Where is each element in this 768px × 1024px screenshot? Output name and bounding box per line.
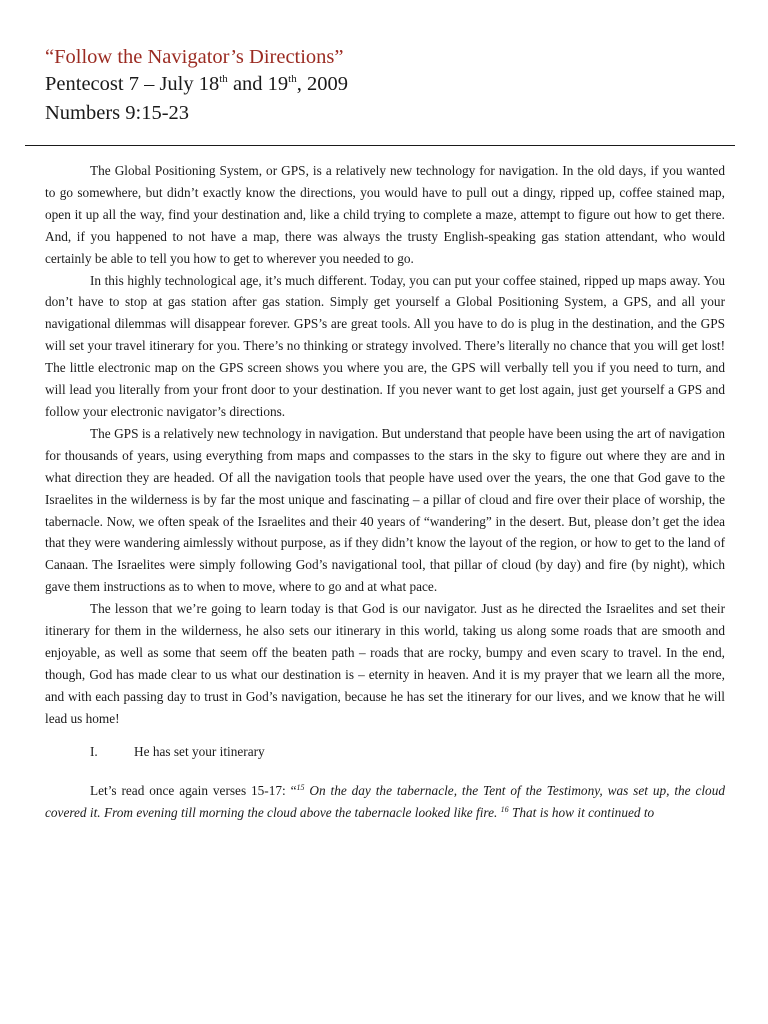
header-divider xyxy=(25,145,735,146)
date-year: , 2009 xyxy=(296,73,348,95)
verse-number-15: 15 xyxy=(296,783,305,793)
quote-intro: Let’s read once again verses 15-17: “ xyxy=(90,783,297,799)
section-number: I. xyxy=(90,743,98,759)
verse-number-16: 16 xyxy=(500,805,509,815)
paragraph-1: The Global Positioning System, or GPS, is a relatively new technology for navigation. In the old days, if you wanted to go somewhere, but didn’t exactly know the directions, you would have to pull out a dingy, ripped up, coffee stained map, open it up all the way, find your destination and, like a child trying to complete a maze, attempt to figure out how to get there. And, if you happened to not have a map, there was always the trusty English-speaking gas station attendant, who would certainly be able to tell you how to get to wherever you needed to go. xyxy=(45,163,725,266)
date-suffix-1: th xyxy=(219,73,228,85)
date-suffix-2: th xyxy=(288,73,297,85)
sermon-body xyxy=(45,160,725,824)
sermon-header xyxy=(45,44,725,128)
verse-15-text: On the day the tabernacle, the Tent of the Testimony, was set up, the cloud covered it. From evening till morning the cloud above the tabernacle looked like fire. xyxy=(45,783,725,821)
section-title: He has set your itinerary xyxy=(134,743,265,759)
sermon-date xyxy=(45,70,725,99)
date-and-text: and 19 xyxy=(227,73,289,95)
paragraph-4: The lesson that we’re going to learn today is that God is our navigator. Just as he directed the Israelites and set their itinerary for them in the wilderness, he also sets our itinerary in this world, taking us along some roads that are smooth and enjoyable, as well as some that seem off the beaten path – roads that are rocky, bumpy and even scary to travel. In the end, though, God has made clear to us what our destination is – eternity in heaven. And it is my prayer that we learn all the more, and with each passing day to trust in God’s navigation, because he has set the itinerary for our lives, and we know that he will lead us home! xyxy=(45,601,725,726)
scripture-quote xyxy=(45,780,725,824)
paragraph-2: In this highly technological age, it’s much different. Today, you can put your coffee stained, ripped up maps away. You don’t have to stop at gas station after gas station. Simply get yourself a Global Positioning System, a GPS, and all your navigational dilemmas will disappear forever. GPS’s are great tools. All you have to do is plug in the destination, and the GPS will set your travel itinerary for you. There’s no thinking or strategy involved. There’s literally no chance that you will get lost! The little electronic map on the GPS screen shows you where you are, the GPS will verbally tell you if you need to turn, and will lead you literally from your front door to your destination. If you never want to get lost again, just get yourself a GPS and follow your electronic navigator’s directions. xyxy=(45,272,725,419)
paragraph-3: The GPS is a relatively new technology in navigation. But understand that people have been using the art of navigation for thousands of years, using everything from maps and compasses to the stars in the sky to figure out where they are and in what direction they are headed. Of all the navigation tools that people have used over the years, the one that God gave to the Israelites in the wilderness is by far the most unique and fascinating – a pillar of cloud and fire over their place of worship, the tabernacle. Now, we often speak of the Israelites and their 40 years of “wandering” in the desert. But, please don’t get the idea that they were wandering aimlessly without purpose, as if they didn’t know the layout of the region, or how to get to the land of Canaan. The Israelites were simply following God’s navigational tool, that pillar of cloud (by day) and fire (by night), which gave them instructions as to when to move, where to go and at what pace. xyxy=(45,425,725,595)
verse-16-text: That is how it continued to xyxy=(508,805,655,821)
sermon-title: “Follow the Navigator’s Directions” xyxy=(45,46,344,68)
occasion-text: Pentecost 7 – July 18 xyxy=(45,73,220,95)
section-heading xyxy=(45,741,725,763)
scripture-reference: Numbers 9:15-23 xyxy=(45,102,190,124)
